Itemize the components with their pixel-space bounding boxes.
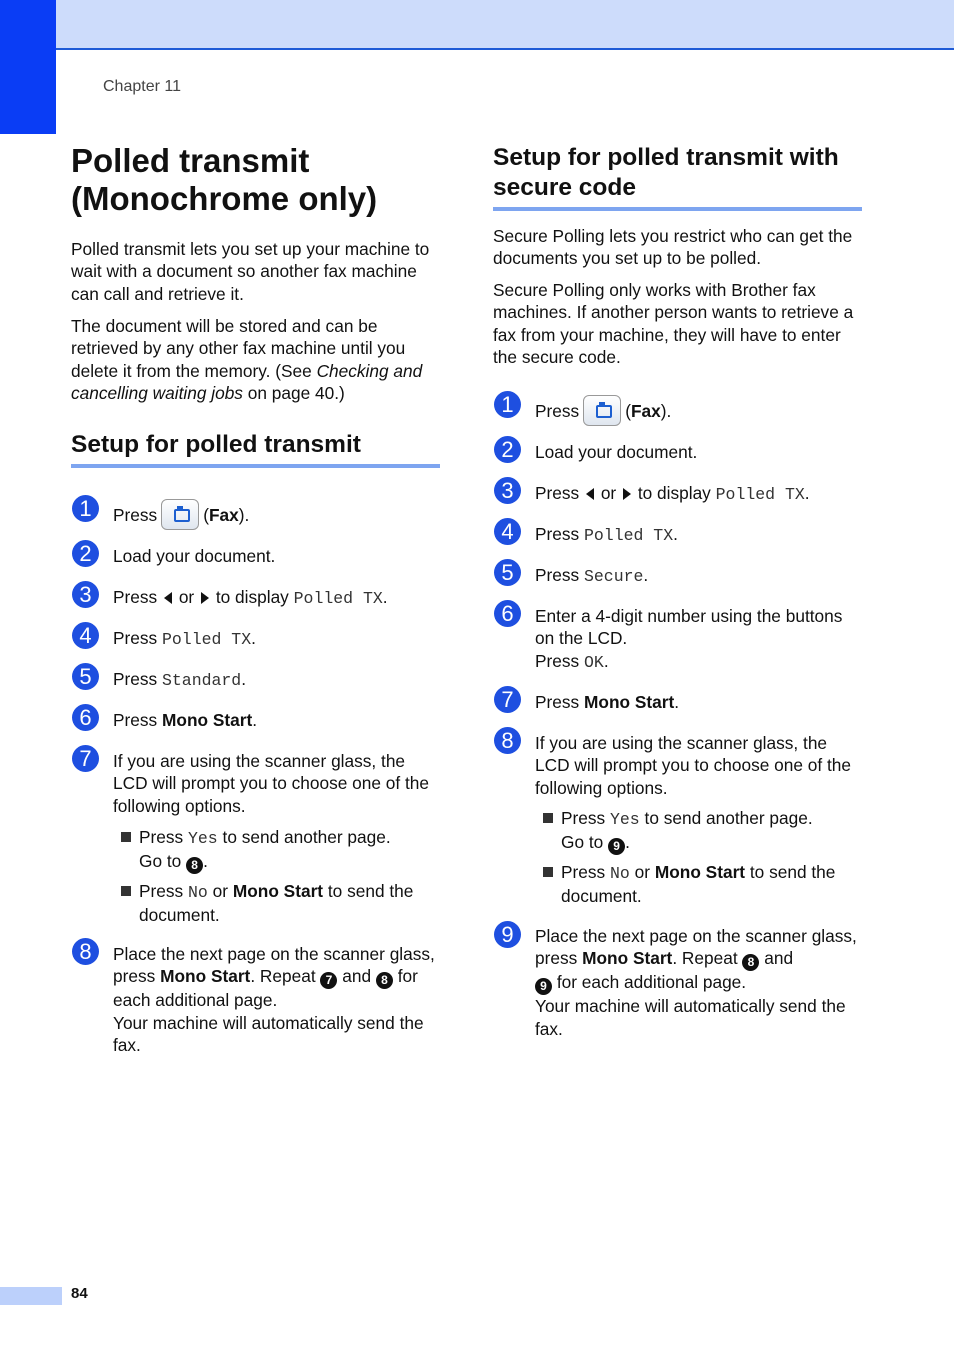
step-badge: 4 — [72, 622, 99, 649]
step-badge: 3 — [72, 581, 99, 608]
step-7: If you are using the scanner glass, the LCD will prompt you to choose one of the following options. — [113, 751, 430, 816]
footer-band — [0, 1287, 62, 1305]
step-badge: 1 — [72, 495, 99, 522]
step-badge: 2 — [72, 540, 99, 567]
step-badge: 3 — [494, 477, 521, 504]
step-badge: 8 — [72, 938, 99, 965]
step-badge: 7 — [494, 686, 521, 713]
left-arrow-icon — [164, 592, 172, 604]
step-4: Press Polled TX. — [113, 628, 256, 649]
page-number: 84 — [71, 1285, 88, 1302]
step-badge: 4 — [494, 518, 521, 545]
chapter-label: Chapter 11 — [103, 78, 181, 95]
step-badge: 6 — [72, 704, 99, 731]
step-8: Place the next page on the scanner glass, press Mono Start. Repeat 7 and 8 for each additional page. Your machine will automatically send the fax. — [113, 944, 435, 1056]
right-arrow-icon — [201, 592, 209, 604]
secure-option-no: Press No or Mono Start to send the document. — [561, 861, 866, 908]
section-title-secure-code: Setup for polled transmit with secure code — [493, 144, 839, 201]
step-5: Press Standard. — [113, 669, 247, 690]
fax-button-icon[interactable] — [583, 395, 621, 426]
secure-step-1: Press (Fax). — [535, 395, 671, 426]
step-badge: 8 — [494, 727, 521, 754]
section-title-polled-transmit: Setup for polled transmit — [71, 431, 361, 458]
step-badge: 7 — [72, 745, 99, 772]
step-badge: 6 — [494, 600, 521, 627]
option-yes: Press Yes to send another page. Go to 8 . — [139, 826, 439, 874]
secure-step-9: Place the next page on the scanner glass, press Mono Start. Repeat 8 and 9 for each additional page. Your machine will automatically send the fax. — [535, 926, 857, 1039]
secure-step-6: Enter a 4-digit number using the buttons on the LCD. Press OK. — [535, 606, 843, 672]
step-2: Load your document. — [113, 546, 276, 566]
fax-button-icon[interactable] — [161, 499, 199, 530]
step-badge: 2 — [494, 436, 521, 463]
section-rule — [493, 207, 862, 211]
step-6: Press Mono Start. — [113, 710, 258, 730]
secure-step-4: Press Polled TX. — [535, 524, 678, 545]
secure-option-yes: Press Yes to send another page. Go to 9 . — [561, 807, 861, 855]
step-badge: 9 — [494, 921, 521, 948]
option-no: Press No or Mono Start to send the document. — [139, 880, 444, 927]
intro-paragraph-2: The document will be stored and can be retrieved by any other fax machine until you delete it from the memory. (See Checking and cancelling waiting jobs on page 40.) — [71, 316, 423, 404]
secure-step-7: Press Mono Start. — [535, 692, 680, 712]
secure-step-8: If you are using the scanner glass, the LCD will prompt you to choose one of the following options. — [535, 733, 852, 798]
secure-step-2: Load your document. — [535, 442, 698, 462]
chapter-tab — [0, 0, 56, 134]
header-band — [0, 0, 954, 50]
intro-paragraph-1: Polled transmit lets you set up your machine to wait with a document so another fax machine can call and retrieve it. — [71, 239, 430, 304]
secure-intro-2: Secure Polling only works with Brother fax machines. If another person wants to retrieve a fax from your machine, they will have to enter the secure code. — [493, 280, 854, 368]
step-3: Press or to display Polled TX. — [113, 587, 388, 608]
secure-intro-1: Secure Polling lets you restrict who can get the documents you set up to be polled. — [493, 226, 853, 269]
cross-reference[interactable]: Checking and cancelling waiting jobs — [71, 360, 423, 404]
page-title: Polled transmit (Monochrome only) — [71, 142, 378, 217]
step-badge: 5 — [72, 663, 99, 690]
secure-step-3: Press or to display Polled TX. — [535, 483, 810, 504]
step-1: Press (Fax). — [113, 499, 249, 530]
step-badge: 1 — [494, 391, 521, 418]
secure-step-5: Press Secure. — [535, 565, 649, 586]
section-rule — [71, 464, 440, 468]
step-badge: 5 — [494, 559, 521, 586]
right-arrow-icon — [623, 488, 631, 500]
left-arrow-icon — [586, 488, 594, 500]
